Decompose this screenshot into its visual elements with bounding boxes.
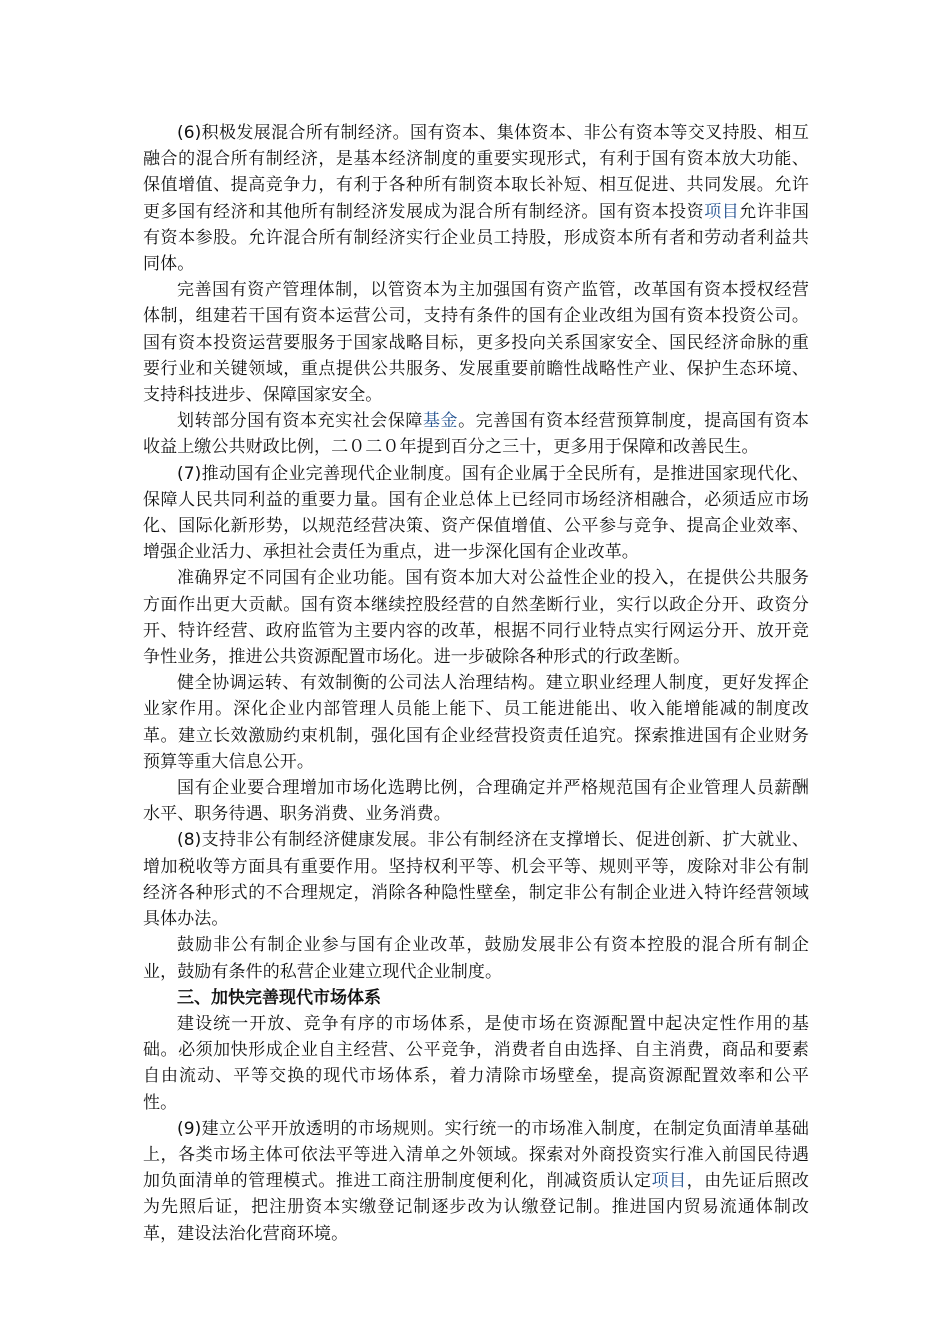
paragraph-text: 划转部分国有资本充实社会保障 — [177, 411, 423, 432]
link-fund[interactable]: 基金 — [422, 411, 459, 432]
paragraph-text: 允许非国有资本参股。允许混合所有制经济实行企业员工持股，形成资本所有者和劳动者利益共同体。 — [143, 201, 809, 275]
paragraph-asset-management: 完善国有资产管理体制，以管资本为主加强国有资产监管，改革国有资本授权经营体制，组建若干国有资本运营公司，支持有条件的国有企业改组为国有资本投资公司。国有资本投资运营要服务于国家战略目标，更多投向关系国家安全、国民经济命脉的重要行业和关键领域，重点提供公共服务、发展重要前瞻性战略性产业、保护生态环境、支持科技进步、保障国家安全。 — [143, 280, 809, 406]
paragraph-social-security — [143, 408, 809, 460]
paragraph-modern-enterprise: (7)推动国有企业完善现代企业制度。国有企业属于全民所有，是推进国家现代化、保障人民共同利益的重要力量。国有企业总体上已经同市场经济相融合，必须适应市场化、国际化新形势，以规范经营决策、资产保值增值、公平参与竞争、提高企业效率、增强企业活力、承担社会责任为重点，进一步深化国有企业改革。 — [143, 463, 809, 563]
section-heading: 三、加快完善现代市场体系 — [177, 987, 381, 1008]
paragraph-text: (6)积极发展混合所有制经济。国有资本、集体资本、非公有资本等交叉持股、相互融合的混合所有制经济，是基本经济制度的重要实现形式，有利于国有资本放大功能、保值增值、提高竞争力，有利于各种所有制资本取长补短、相互促进、共同发展。允许更多国有经济和其他所有制经济发展成为混合所有制经济。国有资本投资 — [143, 123, 809, 222]
paragraph-mixed-ownership — [143, 120, 809, 277]
paragraph-text: (9)建立公平开放透明的市场规则。实行统一的市场准入制度，在制定负面清单基础上，各类市场主体可依法平等进入清单之外领域。探索对外商投资实行准入前国民待遇加负面清单的管理模式。推进工商注册制度便利化，削减资质认定 — [143, 1118, 809, 1192]
paragraph-governance: 健全协调运转、有效制衡的公司法人治理结构。建立职业经理人制度，更好发挥企业家作用。深化企业内部管理人员能上能下、员工能进能出、收入能增能减的制度改革。建立长效激励约束机制，强化国有企业经营投资责任追究。探索推进国有企业财务预算等重大信息公开。 — [143, 673, 809, 772]
document-page — [143, 120, 809, 1247]
link-project[interactable]: 项目 — [704, 201, 740, 222]
paragraph-private-enterprise: 鼓励非公有制企业参与国有企业改革，鼓励发展非公有资本控股的混合所有制企业，鼓励有条件的私营企业建立现代企业制度。 — [143, 935, 809, 982]
paragraph-market-rules — [143, 1116, 809, 1247]
paragraph-text: ，由先证后照改为先照后证，把注册资本实缴登记制逐步改为认缴登记制。推进国内贸易流通体制改革，建设法治化营商环境。 — [143, 1171, 809, 1244]
paragraph-text: 。完善国有资本经营预算制度，提高国有资本收益上缴公共财政比例，二０二０年提到百分之三十，更多用于保障和改善民生。 — [143, 411, 810, 458]
paragraph-enterprise-function: 准确界定不同国有企业功能。国有资本加大对公益性企业的投入，在提供公共服务方面作出更大贡献。国有资本继续控股经营的自然垄断行业，实行以政企分开、政资分开、特许经营、政府监管为主要内容的改革，根据不同行业特点实行网运分开、放开竞争性业务，推进公共资源配置市场化。进一步破除各种形式的行政垄断。 — [143, 568, 809, 668]
paragraph-non-public-economy: (8)支持非公有制经济健康发展。非公有制经济在支撑增长、促进创新、扩大就业、增加税收等方面具有重要作用。坚持权利平等、机会平等、规则平等，废除对非公有制经济各种形式的不合理规定，消除各种隐性壁垒，制定非公有制企业进入特许经营领域具体办法。 — [143, 830, 809, 930]
link-project[interactable]: 项目 — [651, 1171, 687, 1192]
paragraph-recruitment: 国有企业要合理增加市场化选聘比例，合理确定并严格规范国有企业管理人员薪酬水平、职务待遇、职务消费、业务消费。 — [143, 778, 809, 825]
paragraph-market-system: 建设统一开放、竞争有序的市场体系，是使市场在资源配置中起决定性作用的基础。必须加快形成企业自主经营、公平竞争，消费者自由选择、自主消费，商品和要素自由流动、平等交换的现代市场体系，着力清除市场壁垒，提高资源配置效率和公平性。 — [143, 1013, 809, 1113]
